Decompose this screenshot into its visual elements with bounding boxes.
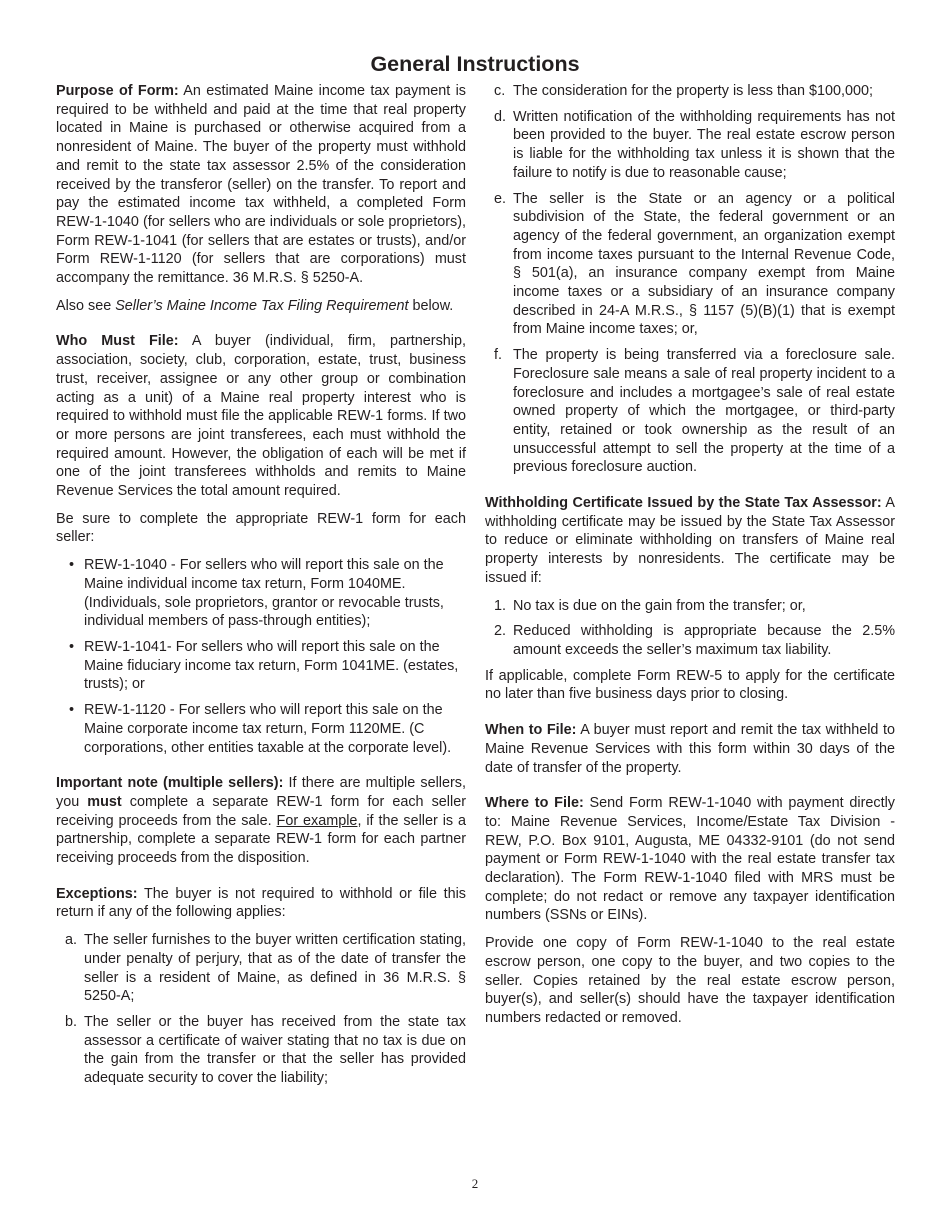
- exception-marker: c.: [494, 83, 506, 99]
- important-text-2: complete a separate REW-1 form for each seller receiving proceeds from the sale.: [56, 793, 467, 829]
- form-bullet-item: [56, 556, 466, 631]
- also-see-paragraph: [56, 297, 466, 316]
- who-must-file-label: Who Must File:: [56, 333, 179, 350]
- copies-paragraph: Provide one copy of Form REW-1-1040 to the real estate escrow person, one copy to the buyer, and two copies to the seller. Copies retained by the real estate escrow person, buyer(s), and seller(s) should have the taxpayer identification numbers redacted or removed.: [485, 935, 895, 1026]
- bullet-marker: •: [69, 638, 75, 655]
- certificate-text: Reduced withholding is appropriate because the 2.5% amount exceeds the seller’s maximum tax liability.: [513, 623, 895, 658]
- certificate-text: No tax is due on the gain from the transfer; or,: [513, 597, 806, 614]
- purpose-label: Purpose of Form:: [56, 83, 179, 99]
- exception-text: The property is being transferred via a foreclosure sale. Foreclosure sale means a sale of real property incident to a foreclosure and includes a mortgagee’s sale of real estate owned property of which the mortgagee, or third-party entity, retained or took ownership as the result of an unsuccessful attempt to sell the property at the time of a previous foreclosure auction.: [513, 347, 895, 476]
- exceptions-label: Exceptions:: [56, 885, 138, 902]
- exception-text: The seller furnishes to the buyer written certification stating, under penalty of perjury, that as of the date of transfer the seller is a resident of Maine, as defined in 36 M.R.S. § 5250-A;: [84, 932, 466, 1005]
- where-to-file-paragraph: [485, 794, 895, 925]
- bullet-marker: •: [69, 557, 75, 574]
- exception-text: Written notification of the withholding requirements has not been provided to the buyer. The real estate escrow person is liable for the withholding tax unless it is shown that the failure to notify is due to reasonable cause;: [513, 108, 895, 181]
- important-note-paragraph: [56, 774, 466, 868]
- withholding-certificate-label: Withholding Certificate Issued by the State Tax Assessor:: [485, 495, 882, 512]
- exception-marker: a.: [65, 932, 78, 949]
- who-must-file-text: A buyer (individual, firm, partnership, association, society, club, corporation, estate, trust, business trust, receiver, assignee or any other group or combination acting as a unit) of a Maine real property interest who is required to withhold must file the applicable REW-1 forms. If two or more persons are joint transferees, each must withhold the required amount. However, the obligation of each will be met if one of the joint transferees withholds and remits to Maine Revenue Services the total amount required.: [56, 333, 466, 500]
- page-number: 2: [471, 1176, 479, 1191]
- exception-item: [485, 346, 895, 477]
- purpose-text: An estimated Maine income tax payment is required to be withheld and paid at the time that real property located in Maine is purchased or otherwise acquired from a nonresident of Maine. The buyer of the property must withhold and remit to the state tax assessor 2.5% of the consideration received by the transferor (seller) on the transfer. To report and pay the estimated income tax withheld, a completed Form REW-1-1040 (for sellers who are individuals or sole proprietors), Form REW-1-1041 (for sellers that are estates or trusts), and/or Form REW-1-1120 (for sellers that are corporations) must accompany the remittance. 36 M.R.S. § 5250-A.: [56, 83, 466, 287]
- where-to-file-label: Where to File:: [485, 795, 584, 812]
- form-bullet-item: [56, 701, 466, 757]
- bullet-text: REW-1-1041- For sellers who will report this sale on the Maine fiduciary income tax return, Form 1041ME. (estates, trusts); or: [84, 638, 459, 693]
- certificate-marker: 2.: [494, 623, 507, 640]
- exceptions-paragraph: [56, 885, 466, 922]
- exception-text: The seller is the State or an agency or a political subdivision of the State, the federal government or an agency of the federal government, an organization exempt from income taxes pursuant to the Internal Revenue Code, § 501(a), an insurance company exempt from Maine income taxes or a subsidiary of an insurance company described in 24-A M.R.S., § 1157 (5)(B)(1) that is exempt from Maine income taxes; or,: [513, 190, 895, 338]
- right-column: [485, 82, 895, 1037]
- purpose-paragraph: [56, 82, 466, 288]
- withholding-certificate-text: A withholding certificate may be issued by the State Tax Assessor to reduce or eliminate withholding on transfers of Maine real property interests by nonresidents. The certificate may be issued if:: [485, 495, 895, 586]
- exception-item: [485, 190, 895, 340]
- exception-text: The consideration for the property is less than $100,000;: [513, 83, 873, 99]
- important-note-label: Important note (multiple sellers):: [56, 775, 284, 792]
- exception-marker: d.: [494, 108, 507, 125]
- bullet-marker: •: [69, 702, 75, 719]
- left-column: [56, 82, 466, 1095]
- form-bullet-item: [56, 638, 466, 694]
- certificate-item: [485, 597, 895, 616]
- exception-item: [485, 82, 895, 101]
- certificate-marker: 1.: [494, 597, 507, 614]
- also-see-suffix: below.: [408, 297, 454, 314]
- who-must-file-paragraph: [56, 332, 466, 500]
- must-emphasis: must: [87, 793, 122, 810]
- exception-item: [56, 1013, 466, 1088]
- also-see-reference: Seller’s Maine Income Tax Filing Requirement: [115, 297, 409, 314]
- when-to-file-paragraph: [485, 721, 895, 777]
- certificate-item: [485, 622, 895, 659]
- exception-marker: f.: [494, 347, 502, 364]
- exceptions-text: The buyer is not required to withhold or file this return if any of the following applies:: [56, 885, 466, 921]
- exception-marker: b.: [65, 1013, 78, 1030]
- page-title: General Instructions: [370, 52, 580, 76]
- when-to-file-label: When to File:: [485, 722, 577, 739]
- be-sure-paragraph: Be sure to complete the appropriate REW-1 form for each seller:: [56, 510, 466, 546]
- bullet-text: REW-1-1120 - For sellers who will report this sale on the Maine corporate income tax return, Form 1120ME. (C corporations, other entities taxable at the corporate level).: [84, 702, 452, 756]
- important-text-3: , if the seller is a partnership, complete a separate REW-1 form for each partner receiving proceeds from the disposition.: [56, 812, 467, 867]
- when-to-file-text: A buyer must report and remit the tax withheld to Maine Revenue Services with this form within 30 days of the date of transfer of the property.: [485, 722, 895, 776]
- bullet-text: REW-1-1040 - For sellers who will report this sale on the Maine individual income tax return, Form 1040ME. (Individuals, sole proprietors, grantor or revocable trusts, individual members of pass-through entities);: [84, 557, 444, 630]
- withholding-certificate-paragraph: [485, 494, 895, 588]
- exception-text: The seller or the buyer has received from the state tax assessor a certificate of waiver stating that no tax is due on the gain from the transfer or that the seller has provided adequate security to cover the liability;: [84, 1013, 466, 1087]
- important-text-1: If there are multiple sellers, you: [56, 775, 466, 810]
- exception-item: [485, 108, 895, 183]
- where-to-file-text: Send Form REW-1-1040 with payment directly to: Maine Revenue Services, Income/Estate Tax Division - REW, P.O. Box 9101, Augusta, ME 04332-9101 (do not send payment or Form REW-1-1040 with the real estate transfer tax declaration). The Form REW-1-1040 filed with MRS must be complete; do not redact or remove any taxpayer identification numbers (SSNs or EINs).: [485, 795, 895, 924]
- exception-item: [56, 931, 466, 1006]
- rew5-paragraph: If applicable, complete Form REW-5 to apply for the certificate no later than five business days prior to closing.: [485, 667, 895, 703]
- exception-marker: e.: [494, 190, 507, 207]
- for-example-underline: For example: [276, 812, 358, 829]
- also-see-prefix: Also see: [56, 297, 116, 314]
